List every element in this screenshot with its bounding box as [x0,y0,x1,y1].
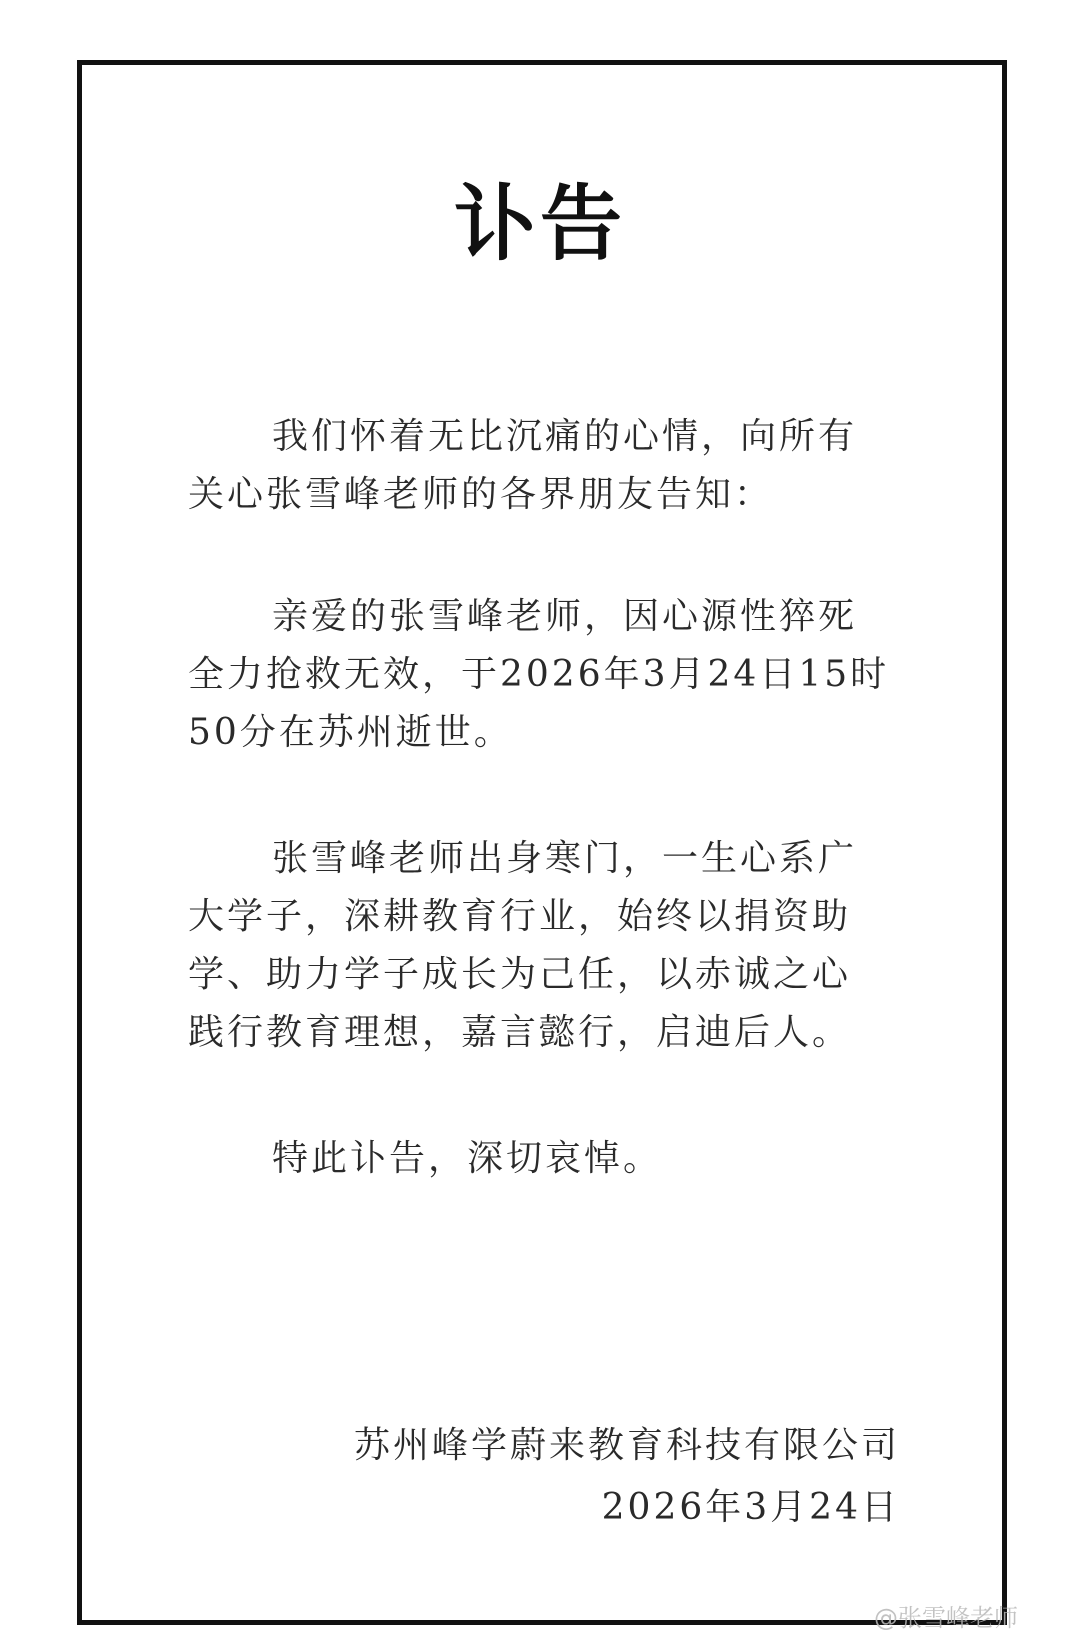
signature-organization: 苏州峰学蔚来教育科技有限公司 [353,1425,900,1466]
signature-date: 2026年3月24日 [601,1487,900,1528]
paragraph-announcement [188,588,908,762]
paragraph-line: 张雪峰老师出身寒门，一生心系广 [272,838,858,879]
paragraph-closing [188,1130,908,1188]
paragraph-line: 关心张雪峰老师的各界朋友告知： [188,474,774,515]
watermark-text: @张雪峰老师 [874,1604,1018,1632]
paragraph-opening [188,408,908,524]
paragraph-line: 我们怀着无比沉痛的心情，向所有 [272,416,858,457]
paragraph-line: 50分在苏州逝世。 [188,712,513,753]
paragraph-line: 特此讣告，深切哀悼。 [272,1138,663,1179]
signature-block [354,1415,900,1539]
notice-title: 讣告 [453,177,626,272]
paragraph-line: 大学子，深耕教育行业，始终以捐资助 [188,896,852,937]
paragraph-tribute [188,830,908,1062]
paragraph-line: 亲爱的张雪峰老师，因心源性猝死 [272,596,858,637]
paragraph-line: 践行教育理想，嘉言懿行，启迪后人。 [188,1012,852,1053]
paragraph-line: 学、助力学子成长为己任，以赤诚之心 [188,954,852,995]
paragraph-line: 全力抢救无效，于2026年3月24日15时 [188,654,890,695]
